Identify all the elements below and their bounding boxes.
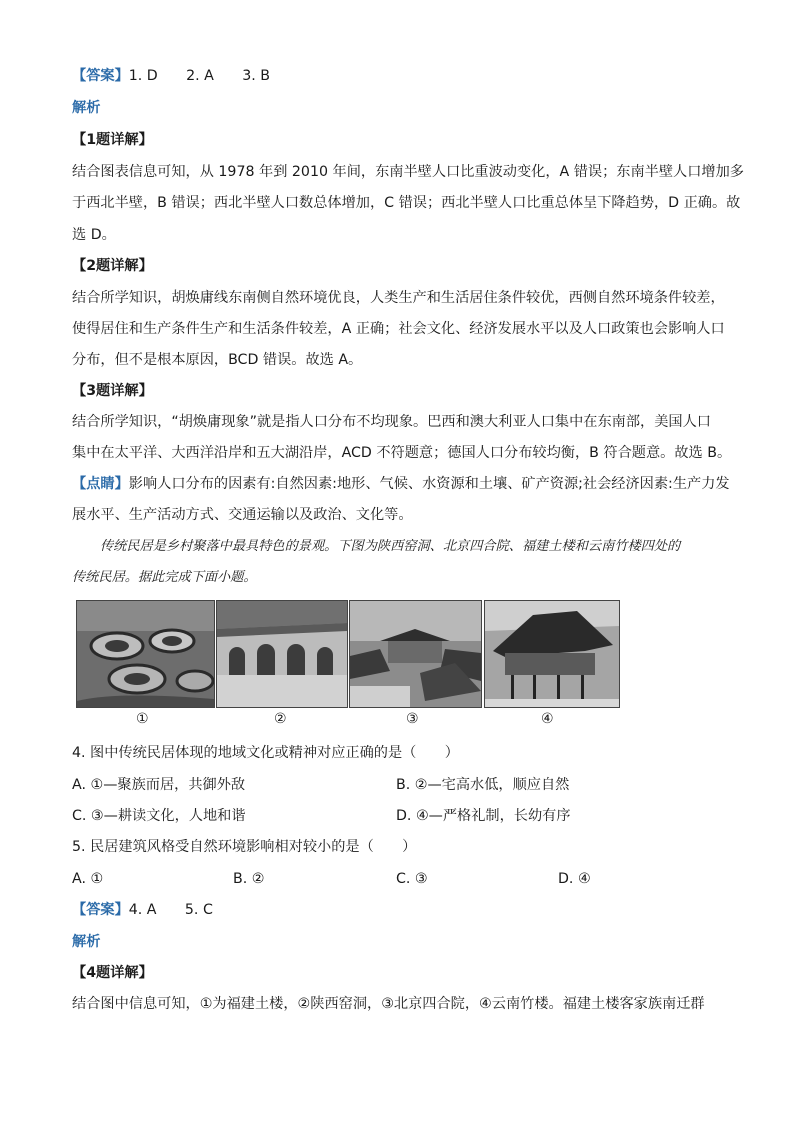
answer-line-1	[72, 66, 270, 86]
detail-1-line-2: 于西北半壁，B 错误；西北半壁人口数总体增加，C 错误；西北半壁人口比重总体呈下降趋势，D 正确。故	[72, 195, 741, 211]
detail-2-line-1: 结合所学知识，胡焕庸线东南侧自然环境优良，人类生产和生活居住条件较优，西侧自然环境条件较差，	[72, 290, 725, 306]
detail-1-line-1: 结合图表信息可知，从 1978 年到 2010 年间，东南半壁人口比重波动变化，A 错误；东南半壁人口增加多	[72, 164, 744, 180]
photo-fujian-tulou	[76, 600, 215, 708]
detail-3-line-1: 结合所学知识，“胡焕庸现象”就是指人口分布不均现象。巴西和澳大利亚人口集中在东南部，美国人口	[72, 414, 711, 430]
analysis-label-2: 解析	[72, 934, 101, 950]
answer-text: 1. D 2. A 3. B	[128, 68, 271, 84]
q5-option-c: C. ③	[396, 871, 428, 887]
answer-tag: 【答案】	[72, 68, 129, 84]
tip-tag: 【点睛】	[72, 476, 129, 492]
photo-shaanxi-yaodong	[216, 600, 348, 708]
q4-option-b: B. ②—宅高水低，顺应自然	[396, 777, 570, 793]
answer-text-2: 4. A 5. C	[128, 902, 213, 918]
detail-4-tag: 【4题详解】	[72, 965, 153, 981]
photo-yunnan-zhulou	[484, 600, 620, 708]
q4-option-d: D. ④—严格礼制，长幼有序	[396, 808, 571, 824]
tip-text-1: 影响人口分布的因素有:自然因素:地形、气候、水资源和土壤、矿产资源;社会经济因素:生产力发	[128, 476, 730, 492]
detail-4-line-1: 结合图中信息可知，①为福建土楼，②陕西窑洞，③北京四合院，④云南竹楼。福建土楼客家族南迁群	[72, 996, 705, 1012]
photo-caption-4: ④	[541, 711, 554, 727]
photo-caption-2: ②	[274, 711, 287, 727]
intro-line-1: 传统民居是乡村聚落中最具特色的景观。下图为陕西窑洞、北京四合院、福建土楼和云南竹楼四处的	[100, 539, 681, 554]
q5-option-d: D. ④	[558, 871, 591, 887]
photo-caption-3: ③	[406, 711, 419, 727]
detail-2-line-3: 分布，但不是根本原因，BCD 错误。故选 A。	[72, 352, 363, 368]
detail-1-tag: 【1题详解】	[72, 132, 153, 148]
answer-line-2	[72, 900, 213, 920]
tip-line-1	[72, 474, 730, 494]
q5-option-a: A. ①	[72, 871, 104, 887]
detail-2-line-2: 使得居住和生产条件生产和生活条件较差，A 正确；社会文化、经济发展水平以及人口政策也会影响人口	[72, 321, 725, 337]
detail-3-line-2: 集中在太平洋、大西洋沿岸和五大湖沿岸，ACD 不符题意；德国人口分布较均衡，B 符合题意。故选 B。	[72, 445, 732, 461]
answer-tag-2: 【答案】	[72, 902, 129, 918]
detail-3-tag: 【3题详解】	[72, 383, 153, 399]
detail-1-line-3: 选 D。	[72, 227, 116, 243]
analysis-label: 解析	[72, 100, 101, 116]
q4-option-c: C. ③—耕读文化，人地和谐	[72, 808, 246, 824]
q5-option-b: B. ②	[233, 871, 265, 887]
photo-beijing-siheyuan	[349, 600, 482, 708]
q5-stem: 5. 民居建筑风格受自然环境影响相对较小的是（ ）	[72, 839, 417, 855]
tip-line-2: 展水平、生产活动方式、交通运输以及政治、文化等。	[72, 507, 413, 523]
detail-2-tag: 【2题详解】	[72, 258, 153, 274]
q4-option-a: A. ①—聚族而居，共御外敌	[72, 777, 246, 793]
intro-line-2: 传统民居。据此完成下面小题。	[72, 570, 257, 585]
q4-stem: 4. 图中传统民居体现的地域文化或精神对应正确的是（ ）	[72, 745, 459, 761]
photo-caption-1: ①	[136, 711, 149, 727]
